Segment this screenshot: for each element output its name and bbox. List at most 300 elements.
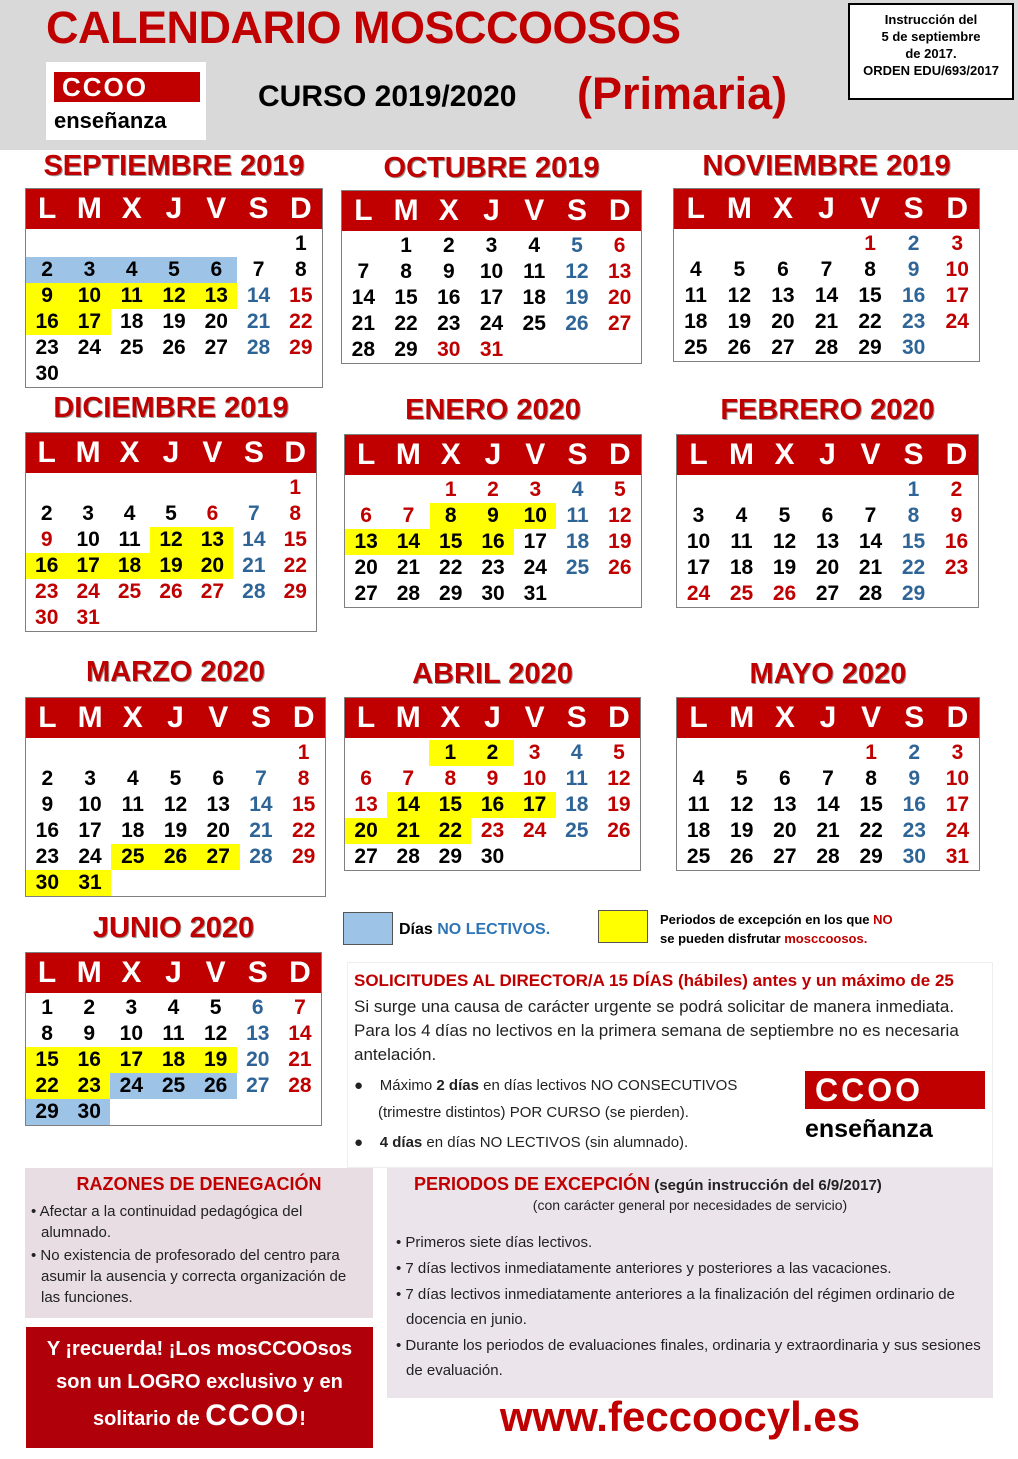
day-cell: 6 [360, 504, 372, 527]
day-cell: 29 [439, 582, 463, 605]
day-cell: 13 [206, 793, 230, 816]
day-cell: 19 [195, 1047, 237, 1073]
day-cell: 16 [472, 529, 514, 555]
weekday-label: D [946, 701, 969, 734]
recuerda-line: son un LOGRO exclusivo y en [56, 1371, 343, 1393]
weekday-label: L [37, 436, 56, 469]
day-cell: 13 [246, 1022, 270, 1045]
day-cell: 26 [195, 1073, 237, 1099]
weekday-header [26, 698, 325, 738]
day-cell: 27 [771, 336, 795, 359]
day-cell: 6 [821, 504, 834, 527]
day-cell: 12 [772, 530, 797, 553]
day-cell: 8 [297, 767, 310, 790]
razones-title: RAZONES DE DENEGACIÓN [76, 1174, 322, 1194]
day-cell: 25 [565, 819, 589, 842]
periodos-item: • Durante los periodos de evaluaciones finales, ordinaria y extraordinaria y sus sesiones de evaluación. [396, 1337, 981, 1379]
day-cell: 24 [479, 312, 504, 335]
weekday-label: L [356, 701, 376, 734]
day-grid [26, 993, 321, 1125]
day-cell: 4 [167, 996, 180, 1019]
day-cell: 5 [735, 767, 748, 790]
day-cell: 15 [394, 286, 418, 309]
day-cell: 12 [608, 504, 632, 527]
legend-excepcion-swatch [598, 910, 648, 943]
day-cell: 6 [779, 767, 791, 790]
weekday-label: S [566, 701, 587, 734]
day-cell: 9 [442, 260, 455, 283]
day-cell: 14 [351, 286, 376, 309]
empty-cell [556, 337, 599, 363]
day-cell: 21 [814, 310, 839, 333]
empty-cell [237, 361, 279, 387]
day-cell: 18 [152, 1047, 194, 1073]
weekday-label: D [608, 701, 630, 734]
weekday-label: V [202, 436, 223, 469]
bullet-bold: 4 días [379, 1134, 423, 1151]
day-cell: 2 [83, 996, 96, 1019]
empty-cell [805, 231, 849, 257]
razones-item-text: Afectar a la continuidad pedagógica del alumnado. [39, 1203, 303, 1241]
day-cell: 8 [864, 258, 876, 281]
weekday-header [677, 435, 978, 475]
empty-cell [150, 475, 191, 501]
empty-cell [556, 844, 598, 870]
instr-line: 5 de septiembre [881, 29, 981, 44]
day-cell: 19 [162, 310, 186, 333]
solicitudes-bullet-1-line2: (trimestre distintos) POR CURSO (se pierden). [378, 1104, 689, 1121]
empty-cell [718, 231, 762, 257]
day-cell: 9 [950, 504, 963, 527]
day-cell: 6 [613, 234, 626, 257]
day-cell: 3 [82, 502, 94, 525]
day-cell: 19 [727, 310, 752, 333]
weekday-label: D [946, 192, 969, 225]
day-cell: 11 [687, 793, 710, 816]
day-cell: 15 [859, 793, 883, 816]
day-cell: 12 [163, 793, 188, 816]
day-cell: 10 [522, 767, 547, 790]
weekday-label: X [774, 438, 795, 471]
empty-cell [240, 740, 283, 766]
day-cell: 23 [480, 819, 505, 842]
day-cell: 15 [283, 528, 307, 551]
day-cell: 20 [192, 553, 233, 579]
day-cell: 12 [730, 793, 754, 816]
day-cell: 16 [901, 284, 926, 307]
weekday-label: M [76, 956, 102, 989]
day-cell: 30 [35, 606, 59, 629]
weekday-label: J [819, 438, 836, 471]
instr-line: de 2017. [905, 46, 957, 61]
weekday-label: J [818, 192, 835, 225]
periodos-item: • 7 días lectivos inmediatamente anteriores a la finalización del régimen ordinario de docencia en junio. [396, 1286, 955, 1328]
day-cell: 8 [907, 504, 920, 527]
month-title: ABRIL 2020 [412, 658, 573, 690]
empty-cell [68, 361, 110, 387]
day-cell: 21 [351, 312, 376, 335]
page-title: CALENDARIO MOSCCOOSOS [46, 2, 681, 53]
day-cell: 6 [212, 767, 225, 790]
day-cell: 24 [686, 582, 711, 605]
periodos-item-text: 7 días lectivos inmediatamente anteriores y posteriores a las vacaciones. [405, 1260, 892, 1277]
month-title: OCTUBRE 2019 [383, 152, 600, 184]
day-cell: 13 [815, 530, 840, 553]
weekday-label: M [395, 438, 421, 471]
day-cell: 29 [26, 1099, 68, 1125]
day-cell: 2 [471, 740, 513, 766]
empty-cell [280, 361, 322, 387]
ccoo-logo [46, 62, 206, 140]
weekday-label: S [243, 436, 264, 469]
day-cell: 21 [816, 819, 840, 842]
legend-text: Días [399, 921, 438, 938]
razones-panel [25, 1168, 373, 1318]
weekday-label: D [945, 438, 968, 471]
day-cell: 27 [773, 845, 797, 868]
day-cell: 29 [291, 845, 316, 868]
day-cell: 2 [950, 478, 963, 501]
day-cell: 19 [608, 530, 632, 553]
weekday-label: J [484, 438, 502, 471]
day-cell: 27 [607, 312, 632, 335]
day-cell: 3 [84, 767, 96, 790]
day-cell: 14 [288, 1022, 312, 1045]
day-cell: 5 [733, 258, 746, 281]
weekday-label: J [162, 436, 180, 469]
day-cell: 25 [117, 580, 142, 603]
day-cell: 4 [111, 257, 153, 283]
weekday-label: S [250, 701, 271, 734]
weekday-label: M [729, 701, 755, 734]
day-cell: 23 [35, 336, 59, 359]
solicitudes-body: Si surge una causa de carácter urgente se podrá solicitar de manera inmediata. Para los 4 días no lectivos en la primera semana de septiembre no es necesaria antelación. [354, 997, 959, 1064]
day-cell: 16 [26, 309, 68, 335]
day-cell: 24 [523, 556, 547, 579]
empty-cell [111, 231, 153, 257]
weekday-label: M [393, 194, 419, 227]
day-cell: 18 [120, 310, 144, 333]
bullet-bold: 2 días [436, 1077, 479, 1094]
empty-cell [513, 337, 556, 363]
day-cell: 9 [40, 528, 53, 551]
day-cell: 1 [864, 232, 876, 255]
day-cell: 16 [68, 1047, 110, 1073]
day-cell: 5 [613, 741, 625, 764]
empty-cell [111, 740, 154, 766]
day-cell: 17 [78, 819, 102, 842]
day-cell: 5 [169, 767, 182, 790]
day-cell: 8 [444, 767, 457, 790]
day-cell: 7 [402, 504, 415, 527]
empty-cell [677, 477, 720, 503]
day-cell: 12 [727, 284, 752, 307]
empty-cell [154, 740, 197, 766]
recuerda-line [26, 1399, 373, 1436]
day-cell: 28 [858, 582, 883, 605]
bullet-text: Máximo [379, 1077, 437, 1094]
day-cell: 9 [41, 793, 54, 816]
day-cell: 22 [26, 1073, 68, 1099]
day-cell: 1 [444, 478, 457, 501]
instr-line: Instrucción del [884, 12, 978, 27]
day-cell: 16 [26, 553, 67, 579]
empty-cell [556, 581, 598, 607]
day-cell: 17 [514, 792, 556, 818]
weekday-label: V [205, 956, 226, 989]
day-cell: 23 [901, 310, 926, 333]
razones-item: • Afectar a la continuidad pedagógica del alumnado. [31, 1203, 303, 1241]
bullet-dot: ● [354, 1077, 380, 1094]
day-cell: 25 [120, 336, 144, 359]
weekday-label: X [438, 194, 459, 227]
day-cell: 26 [154, 844, 197, 870]
day-cell: 30 [480, 845, 505, 868]
day-cell: 25 [684, 336, 708, 359]
empty-cell [763, 477, 806, 503]
day-cell: 15 [430, 529, 472, 555]
day-cell: 17 [945, 284, 969, 307]
weekday-label: D [608, 194, 631, 227]
day-cell: 30 [902, 845, 926, 868]
empty-cell [195, 1099, 237, 1125]
day-cell: 9 [26, 283, 68, 309]
day-cell: 2 [41, 767, 54, 790]
empty-cell [237, 1099, 279, 1125]
day-cell: 10 [514, 503, 556, 529]
legend-no-lectivos [399, 921, 550, 939]
day-cell: 30 [26, 870, 69, 896]
empty-cell [345, 740, 387, 766]
ccoo-logo-bar [54, 72, 200, 102]
day-cell: 7 [864, 504, 877, 527]
day-cell: 1 [865, 741, 877, 764]
day-cell: 26 [727, 336, 752, 359]
empty-cell [720, 740, 763, 766]
day-cell: 3 [125, 996, 138, 1019]
day-cell: 12 [203, 1022, 228, 1045]
day-cell: 28 [288, 1074, 312, 1097]
day-cell: 7 [255, 767, 267, 790]
empty-cell [195, 361, 237, 387]
day-cell: 11 [111, 283, 153, 309]
month-title: SEPTIEMBRE 2019 [43, 150, 305, 182]
empty-cell [150, 605, 191, 631]
periodos-panel [387, 1168, 993, 1398]
month-table [25, 432, 317, 632]
weekday-label: L [37, 956, 57, 989]
day-cell: 16 [902, 793, 926, 816]
day-cell: 24 [945, 310, 969, 333]
empty-cell [153, 231, 195, 257]
weekday-label: L [686, 192, 705, 225]
weekday-label: L [354, 194, 373, 227]
day-cell: 1 [400, 234, 412, 257]
day-cell: 19 [607, 793, 631, 816]
day-cell: 14 [242, 528, 266, 551]
day-cell: 28 [351, 338, 376, 361]
day-cell: 23 [437, 312, 461, 335]
day-cell: 10 [68, 283, 110, 309]
empty-cell [197, 870, 240, 896]
day-cell: 27 [204, 336, 228, 359]
weekday-label: M [77, 701, 103, 734]
day-cell: 22 [439, 556, 463, 579]
weekday-label: V [208, 701, 229, 734]
day-cell: 25 [686, 845, 711, 868]
day-cell: 29 [858, 336, 882, 359]
day-cell: 23 [35, 580, 59, 603]
day-cell: 27 [197, 844, 240, 870]
month-title: FEBRERO 2020 [720, 394, 935, 426]
primaria-label: (Primaria) [577, 68, 788, 119]
recuerda-banner [26, 1327, 373, 1448]
periodos-item-text: Primeros siete días lectivos. [405, 1234, 593, 1251]
day-cell: 4 [528, 234, 541, 257]
recuerda-text: solitario de [93, 1408, 206, 1430]
day-grid [677, 475, 978, 607]
weekday-label: X [774, 701, 795, 734]
day-cell: 14 [249, 793, 273, 816]
day-cell: 23 [944, 556, 969, 579]
weekday-label: L [38, 701, 57, 734]
periodos-title-suffix: (según instrucción del 6/9/2017) [650, 1177, 882, 1194]
day-grid [26, 473, 316, 631]
empty-cell [677, 740, 720, 766]
day-grid [345, 475, 641, 607]
weekday-label: V [861, 701, 882, 734]
day-cell: 19 [163, 819, 188, 842]
day-cell: 4 [689, 258, 702, 281]
day-cell: 20 [773, 819, 797, 842]
day-cell: 23 [35, 845, 60, 868]
day-cell: 14 [816, 793, 840, 816]
empty-cell [387, 477, 429, 503]
day-cell: 31 [479, 338, 504, 361]
empty-cell [110, 1099, 152, 1125]
empty-cell [69, 740, 112, 766]
month-table [344, 697, 641, 871]
empty-cell [282, 870, 325, 896]
empty-cell [345, 477, 387, 503]
day-cell: 3 [951, 232, 964, 255]
day-cell: 10 [78, 793, 102, 816]
day-cell: 17 [67, 553, 108, 579]
razones-item-text: No existencia de profesorado del centro para asumir la ausencia y correcta organización de las funciones. [40, 1247, 347, 1306]
day-cell: 18 [109, 553, 150, 579]
day-cell: 18 [684, 310, 708, 333]
month-table [25, 952, 322, 1126]
day-cell: 14 [387, 792, 429, 818]
day-cell: 28 [816, 845, 840, 868]
ccoo-logo-small [795, 1059, 990, 1149]
weekday-header [342, 191, 641, 231]
day-cell: 24 [522, 819, 547, 842]
legend-no-lectivos-swatch [343, 912, 393, 945]
day-cell: 2 [487, 478, 499, 501]
month-table [341, 190, 642, 364]
day-cell: 30 [901, 336, 926, 359]
day-cell: 30 [68, 1099, 110, 1125]
weekday-label: D [608, 438, 631, 471]
weekday-label: D [284, 436, 307, 469]
day-cell: 11 [730, 530, 753, 553]
empty-cell [67, 475, 108, 501]
legend-text-em: NO [873, 912, 893, 927]
empty-cell [197, 740, 240, 766]
solicitudes-panel [347, 962, 993, 1168]
empty-cell [111, 361, 153, 387]
day-cell: 24 [77, 336, 102, 359]
day-cell: 29 [859, 845, 883, 868]
weekday-label: V [206, 192, 227, 225]
day-cell: 7 [820, 258, 833, 281]
day-cell: 5 [614, 478, 626, 501]
day-cell: 13 [195, 283, 237, 309]
day-grid [342, 231, 641, 363]
weekday-label: L [356, 438, 376, 471]
day-cell: 3 [951, 741, 964, 764]
weekday-label: M [729, 438, 754, 471]
weekday-header [26, 433, 316, 473]
day-cell: 25 [565, 556, 590, 579]
empty-cell [195, 231, 237, 257]
day-cell: 11 [162, 1022, 185, 1045]
day-cell: 22 [429, 818, 471, 844]
day-cell: 18 [121, 819, 145, 842]
day-cell: 4 [692, 767, 705, 790]
weekday-label: X [121, 192, 142, 225]
day-cell: 6 [206, 502, 219, 525]
day-cell: 16 [471, 792, 513, 818]
day-cell: 30 [481, 582, 505, 605]
empty-cell [935, 335, 979, 361]
day-cell: 17 [523, 530, 547, 553]
ccoo-logo-text: CCOO [815, 1071, 923, 1108]
weekday-label: V [524, 194, 545, 227]
day-cell: 14 [814, 284, 839, 307]
day-cell: 19 [565, 286, 589, 309]
month-table [25, 697, 326, 897]
periodos-title-main: PERIODOS DE EXCEPCIÓN [414, 1174, 651, 1194]
empty-cell [761, 231, 805, 257]
weekday-label: J [484, 701, 501, 734]
empty-cell [237, 231, 279, 257]
weekday-label: L [689, 701, 708, 734]
weekday-label: J [165, 956, 182, 989]
day-cell: 16 [437, 286, 461, 309]
day-cell: 3 [692, 504, 705, 527]
weekday-label: D [289, 192, 312, 225]
day-cell: 7 [402, 767, 415, 790]
day-cell: 22 [858, 310, 882, 333]
empty-cell [598, 337, 641, 363]
day-cell: 10 [945, 767, 970, 790]
day-cell: 4 [126, 767, 139, 790]
day-cell: 29 [289, 336, 313, 359]
weekday-label: M [75, 436, 101, 469]
instr-line: ORDEN EDU/693/2017 [863, 63, 999, 78]
day-cell: 9 [908, 767, 921, 790]
day-cell: 12 [153, 283, 195, 309]
website-link[interactable]: www.feccoocyl.es [499, 1393, 861, 1440]
day-cell: 11 [565, 767, 588, 790]
day-cell: 26 [565, 312, 589, 335]
day-cell: 25 [522, 312, 546, 335]
day-cell: 8 [295, 258, 307, 281]
day-cell: 19 [772, 556, 797, 579]
day-cell: 10 [76, 528, 100, 551]
